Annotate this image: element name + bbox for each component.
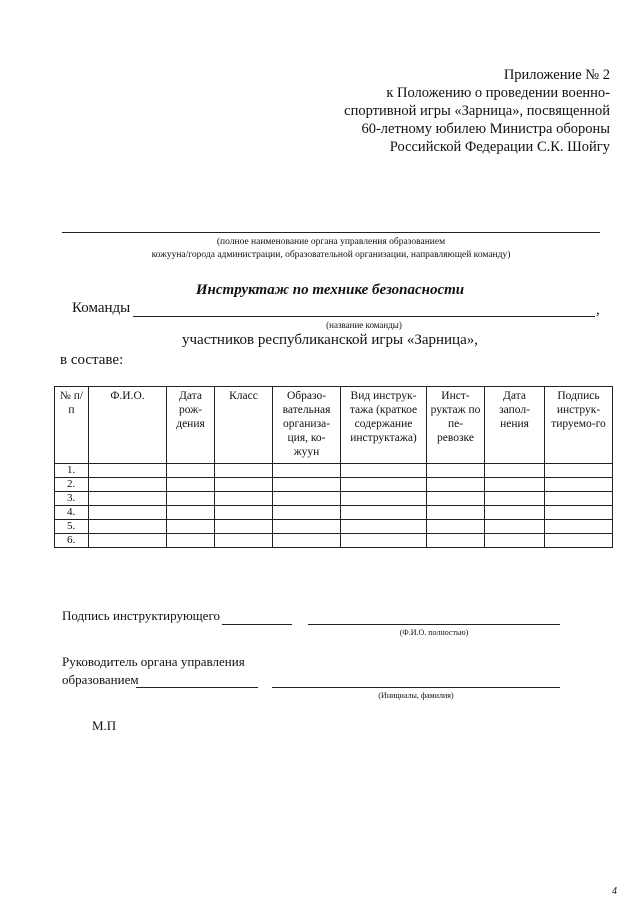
table-cell[interactable] <box>341 520 427 534</box>
table-cell[interactable] <box>485 520 545 534</box>
column-header: Ф.И.О. <box>89 387 167 464</box>
organ-caption-line: кожууна/города администрации, образовательной организации, направляющей команду) <box>151 250 511 260</box>
table-cell[interactable] <box>89 464 167 478</box>
table-cell[interactable] <box>167 520 215 534</box>
table-cell[interactable] <box>427 478 485 492</box>
instructor-signature-label: Подпись инструктирующего <box>62 608 220 623</box>
column-header: Инст-руктаж по пе-ревозке <box>427 387 485 464</box>
table-cell[interactable] <box>167 506 215 520</box>
table-cell[interactable] <box>545 534 613 548</box>
table-cell[interactable] <box>273 520 341 534</box>
table-cell[interactable] <box>485 492 545 506</box>
stamp-label: М.П <box>92 718 117 733</box>
table-cell[interactable] <box>341 492 427 506</box>
document-title: Инструктаж по технике безопасности <box>195 282 465 298</box>
table-cell[interactable] <box>485 534 545 548</box>
column-header: Дата рож-дения <box>167 387 215 464</box>
row-number: 2. <box>55 478 89 492</box>
team-name-caption: (название команды) <box>326 320 402 330</box>
table-cell[interactable] <box>273 492 341 506</box>
organ-name-caption <box>62 236 600 262</box>
table-cell[interactable] <box>545 492 613 506</box>
table-row <box>55 534 613 548</box>
table-cell[interactable] <box>427 492 485 506</box>
column-header: № п/п <box>55 387 89 464</box>
appendix-header <box>300 66 610 156</box>
head-signature-field[interactable] <box>136 687 258 688</box>
instructor-signature-field[interactable] <box>222 624 292 625</box>
appendix-line: к Положению о проведении военно- <box>386 85 610 101</box>
column-header: Образо-вательная организа-ция, ко-жуун <box>273 387 341 464</box>
table-cell[interactable] <box>341 478 427 492</box>
table-cell[interactable] <box>215 520 273 534</box>
table-header-row <box>55 387 613 464</box>
table-row <box>55 506 613 520</box>
table-cell[interactable] <box>215 492 273 506</box>
table-cell[interactable] <box>215 478 273 492</box>
appendix-line: спортивной игры «Зарница», посвященной <box>344 103 610 119</box>
column-header: Дата запол-нения <box>485 387 545 464</box>
table-row <box>55 520 613 534</box>
appendix-line: 60-летному юбилею Министра обороны <box>361 121 610 137</box>
column-header: Вид инструк-тажа (краткое содержание инструктажа) <box>341 387 427 464</box>
table-cell[interactable] <box>167 492 215 506</box>
team-trailing-comma: , <box>596 302 600 318</box>
table-cell[interactable] <box>341 506 427 520</box>
organ-name-field[interactable] <box>62 232 600 233</box>
instructor-name-caption: (Ф.И.О. полностью) <box>399 628 469 637</box>
table-cell[interactable] <box>273 464 341 478</box>
table-cell[interactable] <box>273 478 341 492</box>
briefing-table <box>54 386 612 548</box>
table-cell[interactable] <box>427 534 485 548</box>
table-cell[interactable] <box>427 520 485 534</box>
table-cell[interactable] <box>341 534 427 548</box>
table-row <box>55 478 613 492</box>
participants-text: участников республиканской игры «Зарница», <box>182 332 478 348</box>
column-header: Класс <box>215 387 273 464</box>
row-number: 1. <box>55 464 89 478</box>
table-cell[interactable] <box>89 478 167 492</box>
table-cell[interactable] <box>167 478 215 492</box>
table-cell[interactable] <box>89 520 167 534</box>
table-cell[interactable] <box>273 506 341 520</box>
table-cell[interactable] <box>215 506 273 520</box>
table-cell[interactable] <box>485 506 545 520</box>
head-name-field[interactable] <box>272 687 560 688</box>
table-cell[interactable] <box>341 464 427 478</box>
table-cell[interactable] <box>545 478 613 492</box>
instructor-name-field[interactable] <box>308 624 560 625</box>
table-cell[interactable] <box>215 464 273 478</box>
table-cell[interactable] <box>545 464 613 478</box>
table-cell[interactable] <box>89 492 167 506</box>
table-cell[interactable] <box>89 506 167 520</box>
head-name-caption: (Инициалы, фамилия) <box>378 691 454 700</box>
table-cell[interactable] <box>485 464 545 478</box>
table-row <box>55 464 613 478</box>
table-cell[interactable] <box>485 478 545 492</box>
table-cell[interactable] <box>167 534 215 548</box>
head-label-line1: Руководитель органа управления <box>62 654 245 669</box>
table-row <box>55 492 613 506</box>
row-number: 3. <box>55 492 89 506</box>
table-cell[interactable] <box>427 506 485 520</box>
appendix-line: Российской Федерации С.К. Шойгу <box>389 139 610 155</box>
table-cell[interactable] <box>89 534 167 548</box>
table-cell[interactable] <box>427 464 485 478</box>
table-cell[interactable] <box>167 464 215 478</box>
organ-caption-line: (полное наименование органа управления образованием <box>216 237 446 247</box>
table-cell[interactable] <box>545 520 613 534</box>
appendix-line: Приложение № 2 <box>503 67 610 83</box>
composition-label: в составе: <box>60 352 124 368</box>
row-number: 5. <box>55 520 89 534</box>
head-label-line2: образованием <box>62 672 139 687</box>
table-cell[interactable] <box>215 534 273 548</box>
row-number: 4. <box>55 506 89 520</box>
team-name-field[interactable] <box>133 316 595 317</box>
team-label: Команды <box>72 300 131 316</box>
table-cell[interactable] <box>273 534 341 548</box>
page-number: 4 <box>612 886 617 897</box>
row-number: 6. <box>55 534 89 548</box>
column-header: Подпись инструк-тируемо-го <box>545 387 613 464</box>
table-cell[interactable] <box>545 506 613 520</box>
